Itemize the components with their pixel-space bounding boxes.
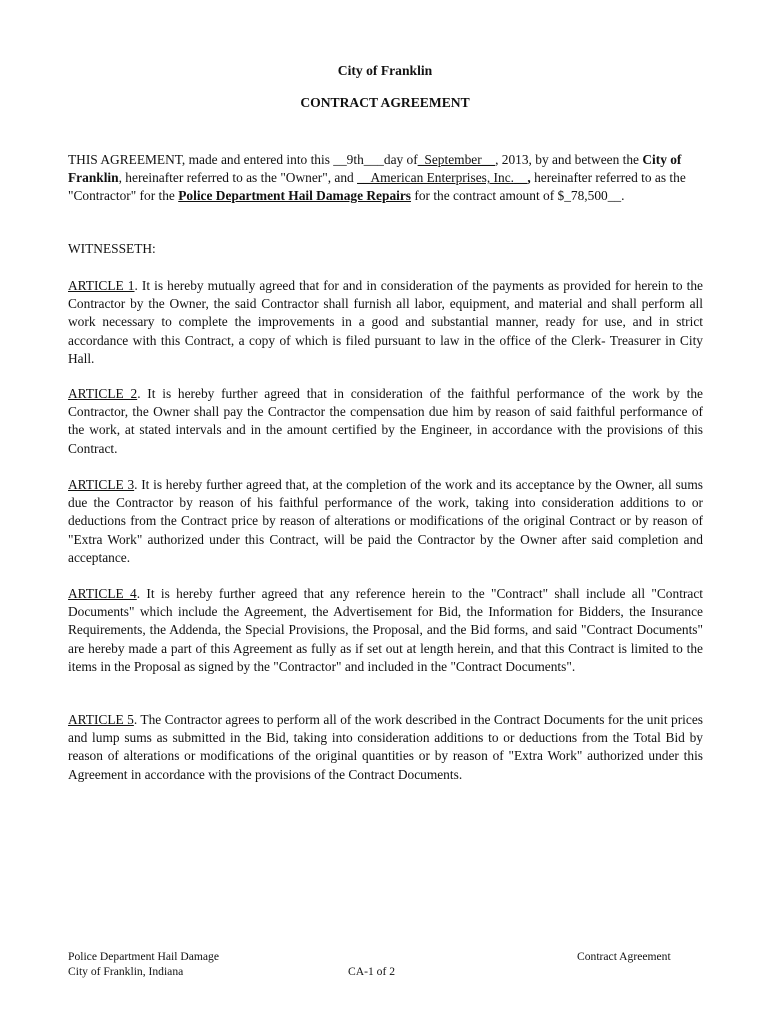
page-number: CA-1 of 2	[348, 965, 396, 978]
intro-comma: ,	[527, 170, 531, 186]
city-heading: City of Franklin	[337, 63, 433, 78]
article-label: ARTICLE 3	[68, 477, 135, 492]
article-2	[68, 385, 703, 458]
article-text: . The Contractor agrees to perform all of the work described in the Contract Documents for the unit prices and lump sums as submitted in the Bid, taking into consideration additions to or deductions from the Total Bid by reason of alterations or modifications of the original quantities or by reason of "Extra Work" authorized under this Agreement in accordance with the provisions of the Contract Documents.	[68, 712, 703, 782]
footer-doc-type: Contract Agreement	[577, 950, 671, 963]
article-3	[68, 476, 703, 567]
intro-text: , hereinafter referred to as the "Owner", and	[118, 170, 358, 186]
article-text: . It is hereby mutually agreed that for and in consideration of the payments as provided for herein to the Contractor by the Owner, the said Contractor shall furnish all labor, equipment, and material and shall perform all work necessary to complete the improvements in a good and substantial manner, ready for use, and in strict accordance with this Contract, a copy of which is filed pursuant to law in the office of the Clerk- Treasurer in City Hall.	[68, 278, 703, 366]
contractor-name: __American Enterprises, Inc.__	[357, 170, 528, 186]
document-title: CONTRACT AGREEMENT	[300, 95, 470, 110]
intro-text: , 2013, by and between the	[495, 152, 643, 167]
intro-text: hereinafter referred to as the "Contractor" for the	[68, 170, 686, 204]
article-5	[68, 711, 703, 784]
intro-text: for the contract amount of	[411, 188, 558, 204]
article-text: . It is hereby further agreed that any reference herein to the "Contract" shall include all "Contract Documents" which include the Agreement, the Advertisement for Bid, the Information for Bidders, the Insurance Requirements, the Addenda, the Special Provisions, the Proposal, and the Bid forms, and said "Contract Documents" are hereby made a part of this Agreement as fully as if set out at length herein, and that this Contract is limited to the items in the Proposal as signed by the "Contractor" and included in the "Contract Documents".	[68, 586, 703, 674]
article-1	[68, 277, 703, 368]
article-text: . It is hereby further agreed that, at the completion of the work and its acceptance by the Owner, all sums due the Contractor by reason of his faithful performance of the work, taking into consideration additions to or deductions from the Contract price by reason of alterations or modifications of the original Contract or by reason of "Extra Work" authorized under this Contract, will be paid the Contractor by the Owner after said completion and acceptance.	[68, 477, 703, 565]
article-label: ARTICLE 5	[68, 712, 134, 727]
project-name: Police Department Hail Damage Repairs	[178, 188, 412, 204]
owner-name: City of Franklin	[68, 152, 682, 186]
agreement-intro	[68, 151, 703, 206]
contract-amount: $_78,500__	[557, 188, 622, 204]
article-label: ARTICLE 2	[68, 386, 138, 401]
intro-text: .	[621, 188, 625, 204]
intro-text: day of	[383, 152, 418, 167]
intro-text: THIS AGREEMENT, made and entered into this	[68, 152, 334, 167]
witnesseth-heading: WITNESSETH:	[68, 241, 156, 256]
article-4	[68, 585, 703, 676]
footer-project-name: Police Department Hail Damage	[68, 950, 219, 963]
agreement-day: __9th___	[333, 152, 384, 167]
article-text: . It is hereby further agreed that in consideration of the faithful performance of the work by the Contractor, the Owner shall pay the Contractor the compensation due him by reason of said faithful performance of the work, at stated intervals and in the amount certified by the Engineer, in accordance with the provisions of this Contract.	[68, 386, 703, 456]
article-label: ARTICLE 4	[68, 586, 137, 601]
footer-location: City of Franklin, Indiana	[68, 965, 184, 978]
agreement-month: _September__	[417, 152, 496, 167]
article-label: ARTICLE 1	[68, 278, 135, 293]
footer-project	[68, 949, 219, 979]
